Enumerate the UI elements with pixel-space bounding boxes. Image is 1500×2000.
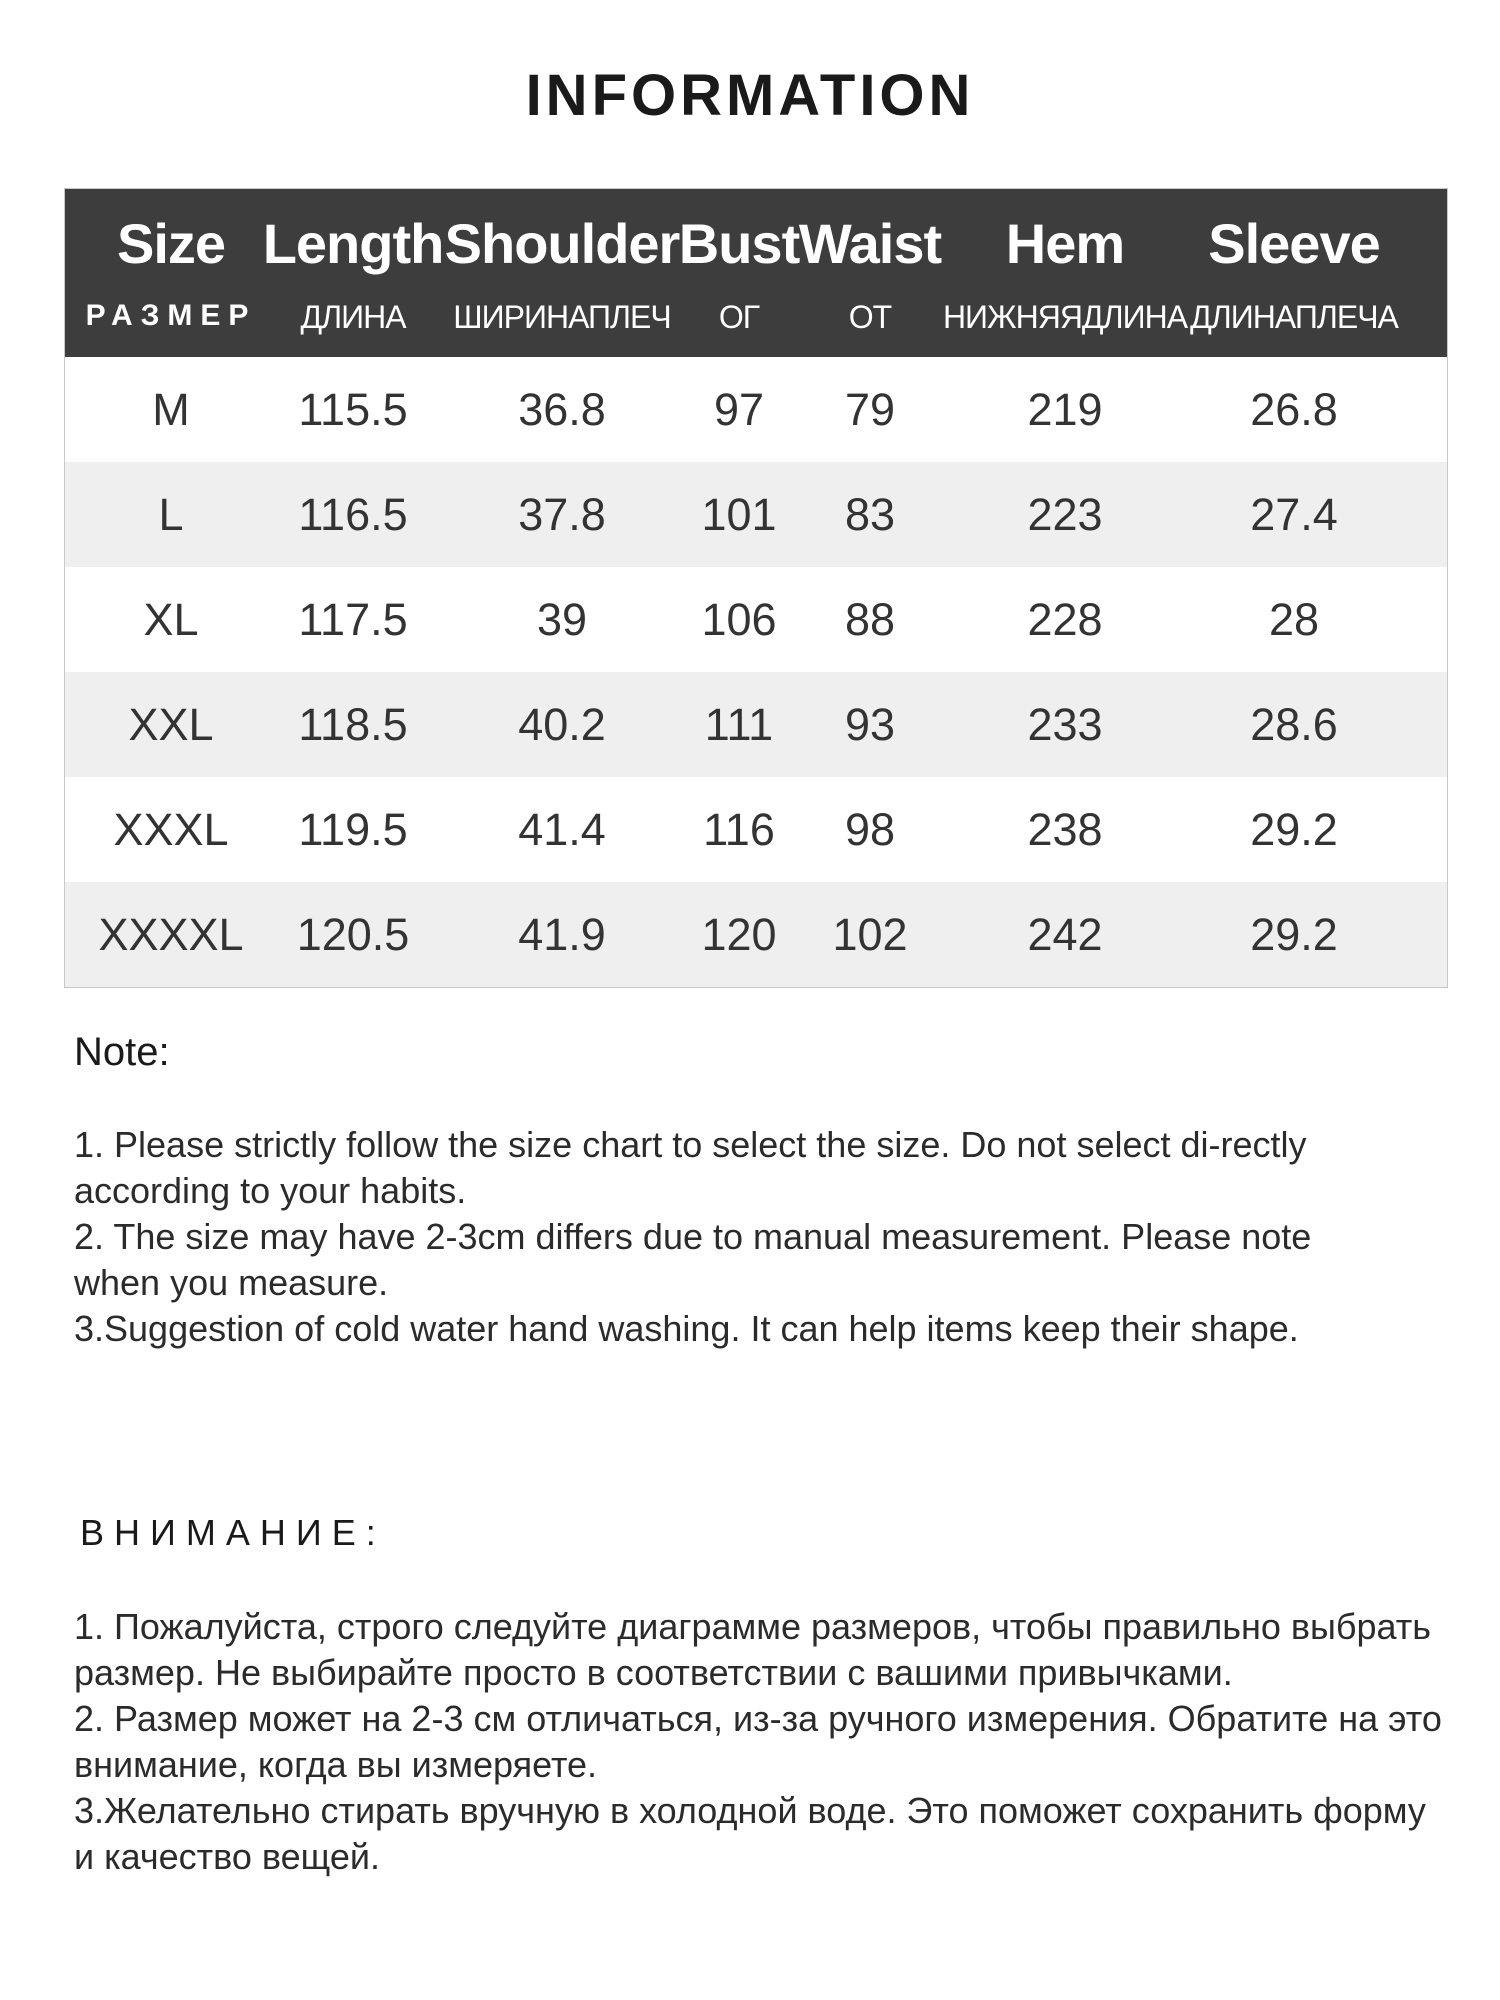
header-bust: Bust [678,212,800,275]
table-cell: XL [143,594,199,645]
table-cell: 41.9 [518,909,606,960]
page-title: INFORMATION [525,63,975,128]
table-cell: 83 [844,489,896,540]
header-size-ru: РАЗМЕР [85,299,257,332]
table-cell: XXXL [113,804,229,855]
note-item: 1. Please strictly follow the size chart to select the size. Do not select di-rectly according to your habits. [74,1124,1307,1211]
ru-note-title: ВНИМАНИЕ: [80,1512,386,1553]
table-row [65,882,1447,987]
table-cell: 29.2 [1250,804,1338,855]
header-length-ru: ДЛИНА [300,299,406,335]
table-row [65,672,1447,777]
table-cell: 28 [1268,594,1320,645]
table-cell: 116 [703,804,775,855]
table-cell: 79 [844,384,896,435]
table-cell: 37.8 [518,489,606,540]
table-cell: 97 [713,384,765,435]
header-bust-ru: ОГ [718,299,760,335]
table-cell: 36.8 [518,384,606,435]
table-cell: XXL [128,699,214,750]
header-hem: Hem [1005,212,1125,275]
header-waist: Waist [798,212,942,275]
header-sleeve-ru: ДЛИНАПЛЕЧА [1190,299,1398,335]
table-cell: 26.8 [1250,384,1338,435]
table-cell: XXXXL [98,909,244,960]
ru-note-item: 3.Желательно стирать вручную в холодной воде. Это поможет сохранить форму и качество вещей. [74,1790,1426,1877]
note-item: 2. The size may have 2-3cm differs due to manual measurement. Please note when you measure. [74,1216,1312,1303]
table-cell: 115.5 [298,384,408,435]
ru-note-item: 2. Размер может на 2-3 см отличаться, из-за ручного измерения. Обратите на это внимание, когда вы измеряете. [74,1698,1442,1785]
table-row [65,357,1447,462]
table-cell: 228 [1027,594,1103,645]
table-cell: 29.2 [1250,909,1338,960]
table-cell: 242 [1027,909,1103,960]
table-cell: 116.5 [298,489,408,540]
header-shoulder: Shoulder [444,212,680,275]
note-title: Note: [74,1030,170,1074]
table-cell: 41.4 [518,804,606,855]
table-cell: 28.6 [1250,699,1338,750]
table-header [65,189,1447,357]
table-cell: L [158,489,184,540]
table-cell: 27.4 [1250,489,1338,540]
header-hem-ru: НИЖНЯЯДЛИНА [942,299,1188,335]
header-size: Size [116,212,226,275]
table-cell: 106 [701,594,777,645]
ru-note-item: 1. Пожалуйста, строго следуйте диаграмме размеров, чтобы правильно выбрать размер. Не выбирайте просто в соответствии с вашими привычками. [74,1606,1432,1693]
note-list [74,1122,1394,1352]
table-cell: 118.5 [298,699,408,750]
table-cell: 40.2 [518,699,606,750]
ru-note-list [74,1604,1454,1880]
table-cell: 39 [536,594,588,645]
table-cell: 120.5 [296,909,410,960]
table-cell: 119.5 [298,804,408,855]
table-cell: 111 [704,699,774,750]
table-cell: 98 [844,804,896,855]
table-cell: 101 [701,489,777,540]
table-row [65,567,1447,672]
table-cell: 233 [1027,699,1103,750]
note-item: 3.Suggestion of cold water hand washing. It can help items keep their shape. [74,1308,1299,1349]
table-cell: 120 [701,909,777,960]
table-cell: 88 [844,594,896,645]
header-waist-ru: ОТ [848,299,892,335]
table-cell: 238 [1027,804,1103,855]
table-cell: 219 [1027,384,1103,435]
header-sleeve: Sleeve [1208,212,1380,275]
table-cell: M [152,384,190,435]
table-cell: 223 [1027,489,1103,540]
table-cell: 117.5 [298,594,408,645]
table-row [65,462,1447,567]
table-cell: 93 [844,699,896,750]
table-row [65,777,1447,882]
size-chart-table [64,188,1448,988]
table-cell: 102 [832,909,908,960]
header-length: Length [262,212,444,275]
header-shoulder-ru: ШИРИНАПЛЕЧ [453,299,671,335]
